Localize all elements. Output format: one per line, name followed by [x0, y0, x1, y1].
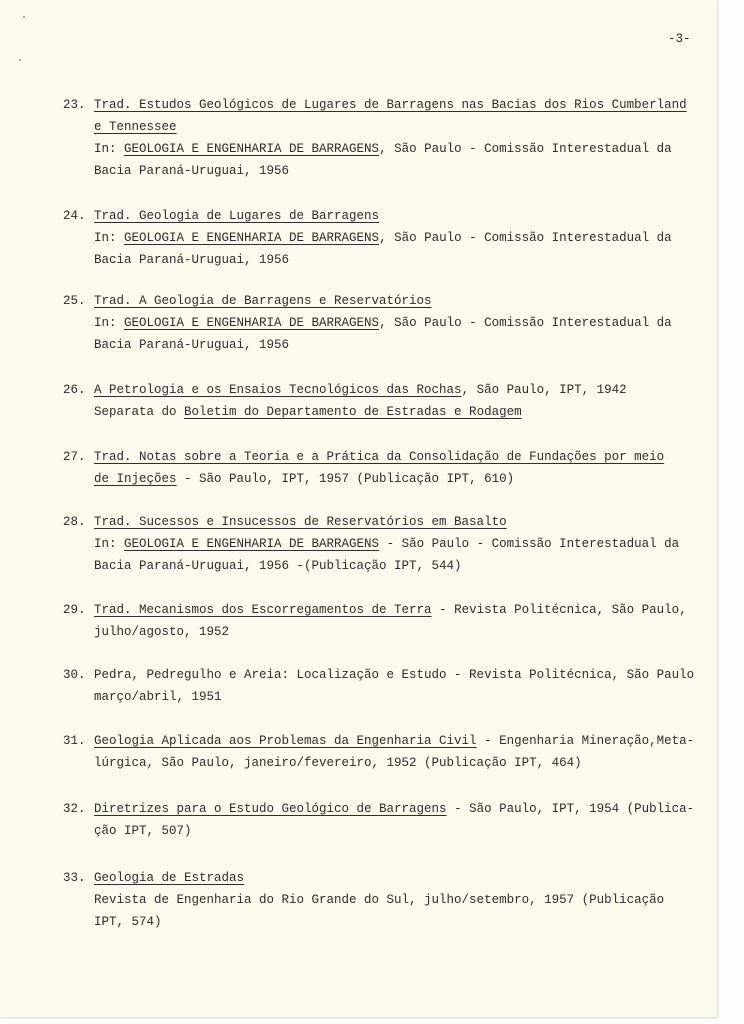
entry-line	[94, 227, 704, 249]
underlined-title: Trad. Estudos Geológicos de Lugares de Barragens nas Bacias dos Rios Cumberland	[94, 98, 687, 112]
line-text: , São Paulo - Comissão Interestadual da	[379, 316, 672, 330]
line-text: Revista de Engenharia do Rio Grande do Sul, julho/setembro, 1957 (Publicação	[94, 893, 665, 907]
entry-number: 32.	[63, 802, 86, 816]
paper-speck	[23, 16, 25, 18]
entry-number: 30.	[63, 668, 86, 682]
entry-line	[94, 555, 704, 577]
line-prefix: In:	[94, 537, 125, 551]
line-text: ção IPT, 507)	[94, 824, 192, 838]
entry-line	[94, 889, 704, 911]
underlined-title: Geologia de Estradas	[94, 871, 245, 885]
line-text: Bacia Paraná-Uruguai, 1956	[94, 338, 290, 352]
underlined-title: Geologia Aplicada aos Problemas da Engenharia Civil	[94, 734, 477, 748]
line-text: Bacia Paraná-Uruguai, 1956 -(Publicação IPT, 544)	[94, 559, 462, 573]
entry-number: 26.	[63, 383, 86, 397]
entry-line	[94, 911, 704, 933]
line-text: - Revista Politécnica, São Paulo,	[431, 603, 687, 617]
underlined-title: e Tennessee	[94, 120, 177, 134]
underlined-title: GEOLOGIA E ENGENHARIA DE BARRAGENS	[124, 316, 380, 330]
entry-text	[94, 379, 704, 423]
line-text: - Engenharia Mineração,Meta-	[476, 734, 695, 748]
entry-line	[94, 312, 704, 334]
entry-number: 23.	[63, 98, 86, 112]
line-text: julho/agosto, 1952	[94, 625, 230, 639]
underlined-title: A Petrologia e os Ensaios Tecnológicos das Rochas	[94, 383, 462, 397]
entry-line	[94, 820, 704, 842]
entry-line	[94, 533, 704, 555]
entry-line	[94, 468, 704, 490]
underlined-title: de Injeções	[94, 472, 177, 486]
page-number: -3-	[668, 32, 691, 46]
underlined-title: Trad. A Geologia de Barragens e Reservatórios	[94, 294, 432, 308]
entry-line	[94, 94, 704, 116]
line-prefix: Separata do	[94, 405, 185, 419]
entry-line	[94, 401, 704, 423]
entry-number: 25.	[63, 294, 86, 308]
entry-line	[94, 116, 704, 138]
entry-line	[94, 334, 704, 356]
underlined-title: GEOLOGIA E ENGENHARIA DE BARRAGENS	[124, 537, 380, 551]
entry-line	[94, 138, 704, 160]
underlined-title: Trad. Mecanismos dos Escorregamentos de Terra	[94, 603, 432, 617]
line-text: - São Paulo, IPT, 1957 (Publicação IPT, 610)	[176, 472, 515, 486]
line-text: , São Paulo, IPT, 1942	[461, 383, 627, 397]
entry-text	[94, 94, 704, 182]
entry-line	[94, 798, 704, 820]
entry-number: 27.	[63, 450, 86, 464]
entry-text	[94, 664, 704, 708]
line-text: IPT, 574)	[94, 915, 162, 929]
entry-text	[94, 205, 704, 271]
entry-line	[94, 664, 704, 686]
entry-line	[94, 446, 704, 468]
line-text: março/abril, 1951	[94, 690, 222, 704]
entry-text	[94, 798, 704, 842]
entry-line	[94, 290, 704, 312]
entry-line	[94, 686, 704, 708]
underlined-title: GEOLOGIA E ENGENHARIA DE BARRAGENS	[124, 142, 380, 156]
entry-number: 24.	[63, 209, 86, 223]
underlined-title: GEOLOGIA E ENGENHARIA DE BARRAGENS	[124, 231, 380, 245]
entry-line	[94, 599, 704, 621]
entry-line	[94, 752, 704, 774]
entry-text	[94, 511, 704, 577]
entry-line	[94, 867, 704, 889]
entry-line	[94, 621, 704, 643]
line-text: , São Paulo - Comissão Interestadual da	[379, 231, 672, 245]
line-text: Bacia Paraná-Uruguai, 1956	[94, 164, 290, 178]
underlined-title: Boletim do Departamento de Estradas e Rodagem	[184, 405, 522, 419]
entry-text	[94, 446, 704, 490]
entry-number: 29.	[63, 603, 86, 617]
entry-line	[94, 249, 704, 271]
entry-number: 33.	[63, 871, 86, 885]
line-text: - São Paulo - Comissão Interestadual da	[379, 537, 680, 551]
line-text: - São Paulo, IPT, 1954 (Publica-	[446, 802, 695, 816]
line-prefix: In:	[94, 316, 125, 330]
entry-line	[94, 379, 704, 401]
entry-line	[94, 205, 704, 227]
entry-line	[94, 511, 704, 533]
line-prefix: In:	[94, 142, 125, 156]
line-text: Pedra, Pedregulho e Areia: Localização e Estudo - Revista Politécnica, São Paulo	[94, 668, 695, 682]
line-text: lúrgica, São Paulo, janeiro/fevereiro, 1952 (Publicação IPT, 464)	[94, 756, 582, 770]
underlined-title: Trad. Notas sobre a Teoria e a Prática da Consolidação de Fundações por meio	[94, 450, 665, 464]
underlined-title: Trad. Geologia de Lugares de Barragens	[94, 209, 380, 223]
entry-text	[94, 730, 704, 774]
entry-number: 28.	[63, 515, 86, 529]
line-text: , São Paulo - Comissão Interestadual da	[379, 142, 672, 156]
line-text: Bacia Paraná-Uruguai, 1956	[94, 253, 290, 267]
line-prefix: In:	[94, 231, 125, 245]
paper-speck	[19, 59, 21, 61]
entry-text	[94, 867, 704, 933]
entry-line	[94, 160, 704, 182]
entry-number: 31.	[63, 734, 86, 748]
entry-text	[94, 599, 704, 643]
underlined-title: Trad. Sucessos e Insucessos de Reservatórios em Basalto	[94, 515, 507, 529]
underlined-title: Diretrizes para o Estudo Geológico de Barragens	[94, 802, 447, 816]
entry-line	[94, 730, 704, 752]
entry-text	[94, 290, 704, 356]
